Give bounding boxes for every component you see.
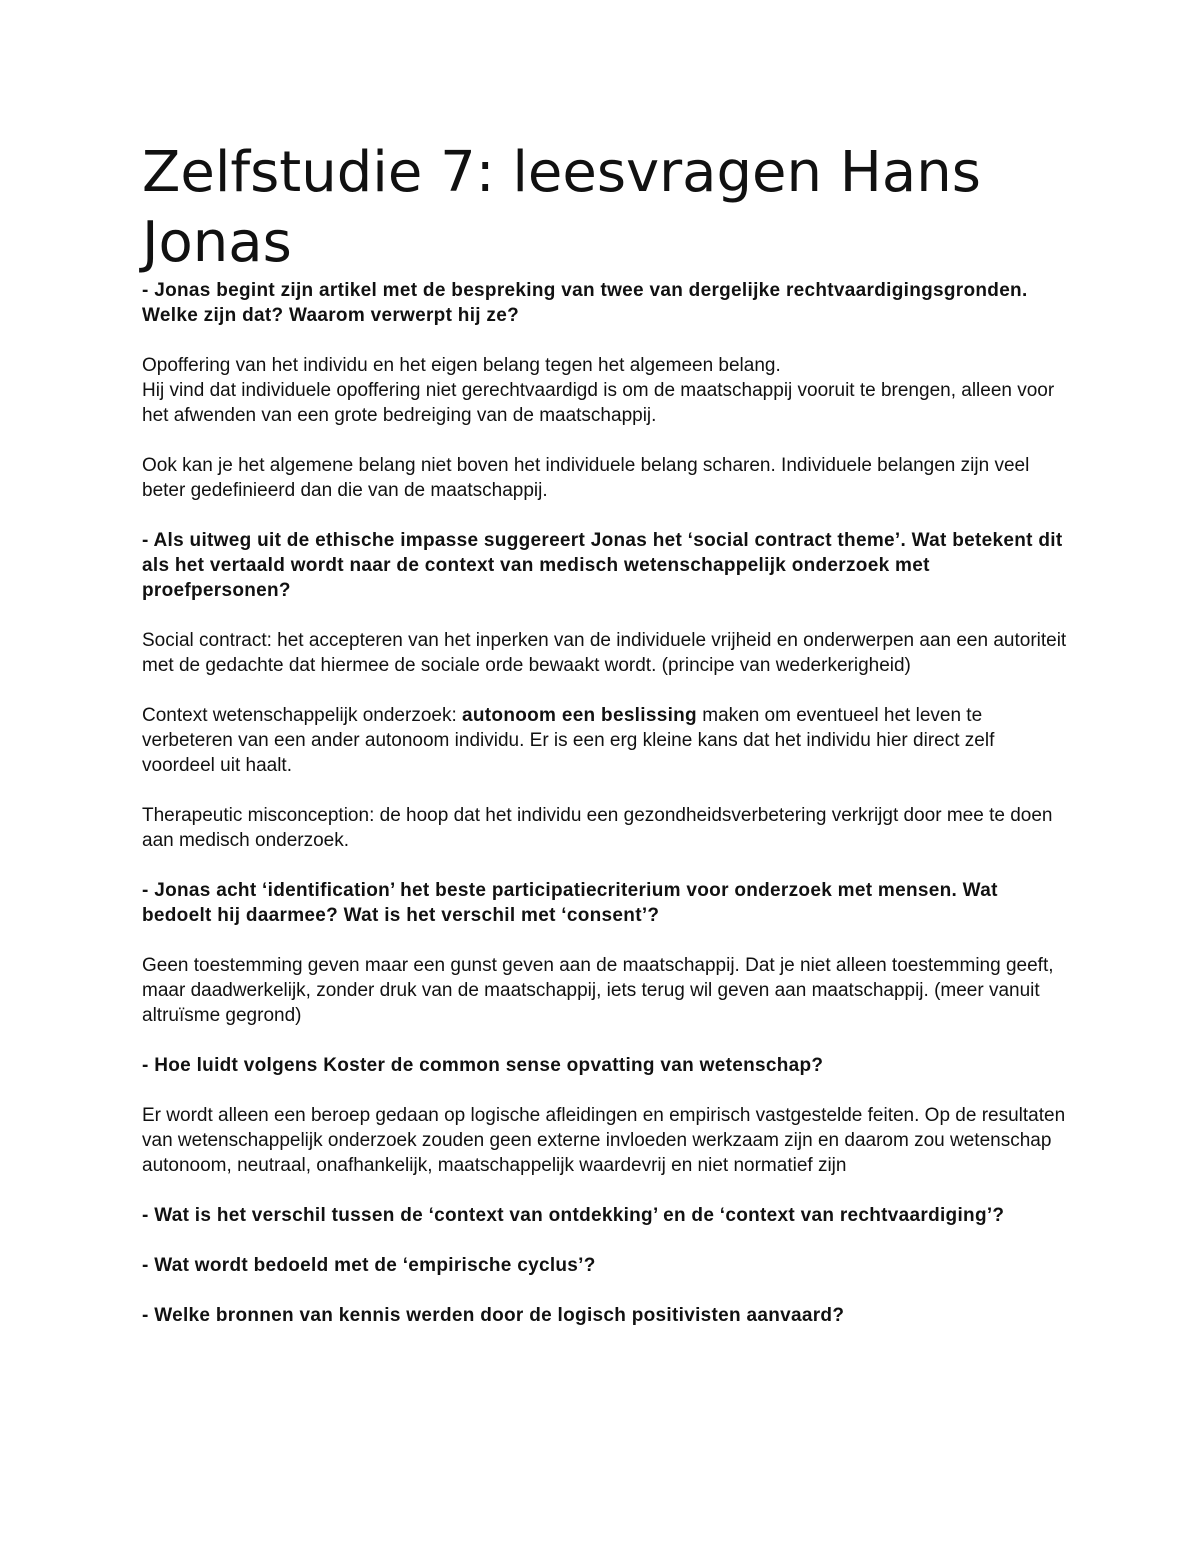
answer-2-emphasis: autonoom een beslissing <box>462 705 697 726</box>
spacer <box>142 928 1072 953</box>
spacer <box>142 328 1072 353</box>
answer-2-paragraph-2-intro: Context wetenschappelijk onderzoek: <box>142 705 463 726</box>
spacer <box>142 1178 1072 1203</box>
answer-3: Geen toestemming geven maar een gunst geven aan de maatschappij. Dat je niet alleen toestemming geeft, maar daadwerkelijk, zonder druk van de maatschappij, iets terug wil geven aan maatschappij. (meer vanuit altruïsme gegrond) <box>142 955 1054 1026</box>
spacer <box>142 1078 1072 1103</box>
answer-1-line-2: Hij vind dat individuele opoffering niet gerechtvaardigd is om de maatschappij vooruit te brengen, alleen voor het afwenden van een grote bedreiging van de maatschappij. <box>142 380 1055 426</box>
answer-1-paragraph-2: Ook kan je het algemene belang niet boven het individuele belang scharen. Individuele belangen zijn veel beter gedefinieerd dan die van de maatschappij. <box>142 455 1030 501</box>
document-page <box>142 138 1072 1328</box>
question-2: - Als uitweg uit de ethische impasse suggereert Jonas het ‘social contract theme’. Wat betekent dit als het vertaald wordt naar de context van medisch wetenschappelijk onderzoek met proefpersonen? <box>142 530 1063 601</box>
spacer <box>142 428 1072 453</box>
answer-4: Er wordt alleen een beroep gedaan op logische afleidingen en empirisch vastgestelde feiten. Op de resultaten van wetenschappelijk onderzoek zouden geen externe invloeden werkzaam zijn en daarom zou wetenschap autonoom, neutraal, onafhankelijk, maatschappelijk waardevrij en niet normatief zijn <box>142 1105 1066 1176</box>
spacer <box>142 1028 1072 1053</box>
answer-2-paragraph-2-rest: maken om eventueel het leven te verbeteren van een ander autonoom individu. Er is een erg kleine kans dat het individu hier direct zelf voordeel uit haalt. <box>142 705 995 776</box>
answer-2-paragraph-3: Therapeutic misconception: de hoop dat het individu een gezondheidsverbetering verkrijgt door mee te doen aan medisch onderzoek. <box>142 805 1053 851</box>
spacer <box>142 503 1072 528</box>
document-title: Zelfstudie 7: leesvragen Hans Jonas <box>142 140 981 275</box>
spacer <box>142 1228 1072 1253</box>
question-7: - Welke bronnen van kennis werden door de logisch positivisten aanvaard? <box>142 1305 845 1326</box>
question-5: - Wat is het verschil tussen de ‘context van ontdekking’ en de ‘context van rechtvaardiging’? <box>142 1205 1005 1226</box>
answer-1-line-1: Opoffering van het individu en het eigen belang tegen het algemeen belang. <box>142 355 781 376</box>
answer-2-paragraph-1: Social contract: het accepteren van het inperken van de individuele vrijheid en onderwerpen aan een autoriteit met de gedachte dat hiermee de sociale orde bewaakt wordt. (principe van wederkerigheid) <box>142 630 1067 676</box>
spacer <box>142 778 1072 803</box>
question-1: - Jonas begint zijn artikel met de bespreking van twee van dergelijke rechtvaardigingsgronden. Welke zijn dat? Waarom verwerpt hij ze? <box>142 280 1028 326</box>
spacer <box>142 678 1072 703</box>
spacer <box>142 1278 1072 1303</box>
question-4: - Hoe luidt volgens Koster de common sense opvatting van wetenschap? <box>142 1055 824 1076</box>
question-3: - Jonas acht ‘identification’ het beste participatiecriterium voor onderzoek met mensen. Wat bedoelt hij daarmee? Wat is het verschil met ‘consent’? <box>142 880 998 926</box>
spacer <box>142 603 1072 628</box>
answer-2-paragraph-2 <box>142 703 1072 778</box>
question-6: - Wat wordt bedoeld met de ‘empirische cyclus’? <box>142 1255 596 1276</box>
spacer <box>142 853 1072 878</box>
